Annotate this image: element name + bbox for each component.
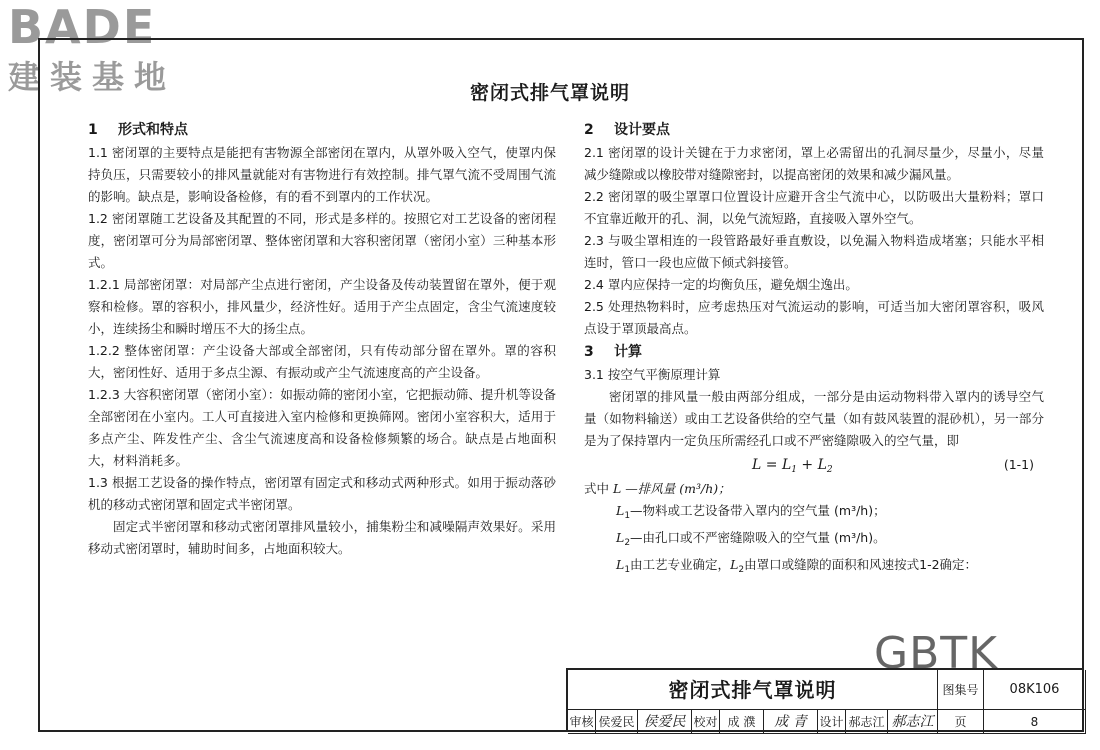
design-name: 郝志江 bbox=[846, 710, 888, 734]
paragraph: 1.1 密闭罩的主要特点是能把有害物源全部密闭在罩内，从罩外吸入空气，使罩内保持负压，只需要较小的排风量就能对有害物进行有效控制。排气罩气流不受周围气流的影响。缺点是，影响设备检修，有的看不到罩内的工作状况。 bbox=[88, 145, 556, 204]
section-title: 计算 bbox=[614, 344, 642, 360]
atlas-label: 图集号 bbox=[938, 670, 984, 710]
where-line-final: $L_1$由工艺专业确定，$L_2$由罩口或缝隙的面积和风速按式1-2确定： bbox=[616, 557, 978, 575]
equation-formula: $L = L_1 + L_2$ bbox=[752, 457, 833, 475]
logo-subtext: 建装基地 bbox=[8, 58, 177, 96]
equation-number: (1-1) bbox=[1003, 457, 1034, 472]
paragraph: 2.3 与吸尘罩相连的一段管路最好垂直敷设，以免漏入物料造成堵塞；只能水平相连时，管口一段也应做下倾式斜接管。 bbox=[584, 233, 1044, 270]
design-signature: 郝志江 bbox=[888, 710, 938, 734]
review-signature: 侯爱民 bbox=[638, 710, 692, 734]
title-block-title: 密闭式排气罩说明 bbox=[568, 670, 938, 710]
paragraph: 1.2.2 整体密闭罩：产尘设备大部或全部密闭，只有传动部分留在罩外。罩的容积大，密闭性好、适用于多点尘源、有振动或产尘气流速度高的产尘设备。 bbox=[88, 343, 556, 380]
section-title: 设计要点 bbox=[614, 122, 670, 138]
right-column bbox=[584, 118, 1044, 581]
check-label: 校对 bbox=[692, 710, 720, 734]
where-line-l: 式中 L —排风量 (m³/h)； bbox=[584, 481, 731, 496]
paragraph: 1.2.3 大容积密闭罩（密闭小室）：如振动筛的密闭小室，它把振动筛、提升机等设备全部密闭在小室内。工人可直接进入室内检修和更换筛网。密闭小室容积大，适用于多点产尘、阵发性产尘、含尘气流速度高和设备检修频繁的场合。缺点是占地面积大，材料消耗多。 bbox=[88, 387, 556, 468]
section-title: 形式和特点 bbox=[118, 122, 188, 138]
section-number: 3 bbox=[584, 344, 594, 360]
paragraph: 2.1 密闭罩的设计关键在于力求密闭，罩上必需留出的孔洞尽量少，尽量小，尽量减少缝隙或以橡胶带对缝隙密封，以提高密闭的效果和减少漏风量。 bbox=[584, 145, 1044, 182]
equation-1-1 bbox=[584, 452, 1044, 478]
where-line-l1: $L_1—$物料或工艺设备带入罩内的空气量 (m³/h)； bbox=[616, 503, 886, 521]
page-label: 页 bbox=[938, 710, 984, 734]
section-heading bbox=[584, 340, 1044, 364]
where-line-l2: $L_2—$由孔口或不严密缝隙吸入的空气量 (m³/h)。 bbox=[616, 530, 886, 548]
paragraph: 固定式半密闭罩和移动式密闭罩排风量较小，捕集粉尘和减噪隔声效果好。采用移动式密闭罩时，辅助时间多，占地面积较大。 bbox=[88, 519, 556, 556]
paragraph: 密闭罩的排风量一般由两部分组成，一部分是由运动物料带入罩内的诱导空气量（如物料输送）或由工艺设备供给的空气量（如有鼓风装置的混砂机），另一部分是为了保持罩内一定负压所需经孔口或不严密缝隙吸入的空气量，即 bbox=[584, 389, 1044, 448]
check-signature: 成 青 bbox=[764, 710, 818, 734]
logo-text: BADE bbox=[8, 0, 157, 54]
page-number: 8 bbox=[984, 710, 1086, 734]
left-column bbox=[88, 118, 556, 560]
watermark: GBTK bbox=[874, 628, 999, 679]
title-block bbox=[566, 668, 1084, 732]
atlas-number: 08K106 bbox=[984, 670, 1086, 710]
review-name: 侯爱民 bbox=[596, 710, 638, 734]
paragraph: 2.4 罩内应保持一定的均衡负压，避免烟尘逸出。 bbox=[584, 277, 858, 292]
paragraph: 1.3 根据工艺设备的操作特点，密闭罩有固定式和移动式两种形式。如用于振动落砂机的移动式密闭罩和固定式半密闭罩。 bbox=[88, 475, 556, 512]
section-number: 1 bbox=[88, 122, 98, 138]
paragraph: 2.5 处理热物料时，应考虑热压对气流运动的影响，可适当加大密闭罩容积，吸风点设于罩顶最高点。 bbox=[584, 299, 1044, 336]
review-label: 审核 bbox=[568, 710, 596, 734]
page-title: 密闭式排气罩说明 bbox=[469, 82, 630, 104]
check-name: 成 濮 bbox=[720, 710, 764, 734]
section-heading bbox=[88, 118, 556, 142]
paragraph: 1.2.1 局部密闭罩：对局部产尘点进行密闭，产尘设备及传动装置留在罩外，便于观察和检修。罩的容积小，排风量少，经济性好。适用于产尘点固定，含尘气流速度较小，连续扬尘和瞬时增压不大的扬尘点。 bbox=[88, 277, 556, 336]
section-heading bbox=[584, 118, 1044, 142]
section-number: 2 bbox=[584, 122, 594, 138]
right-column-sections bbox=[584, 118, 1044, 452]
paragraph: 1.2 密闭罩随工艺设备及其配置的不同，形式是多样的。按照它对工艺设备的密闭程度，密闭罩可分为局部密闭罩、整体密闭罩和大容积密闭罩（密闭小室）三种基本形式。 bbox=[88, 211, 556, 270]
design-label: 设计 bbox=[818, 710, 846, 734]
paragraph: 2.2 密闭罩的吸尘罩罩口位置设计应避开含尘气流中心，以防吸出大量粉料；罩口不宜靠近敞开的孔、洞，以免气流短路，直接吸入罩外空气。 bbox=[584, 189, 1044, 226]
paragraph: 3.1 按空气平衡原理计算 bbox=[584, 367, 721, 382]
